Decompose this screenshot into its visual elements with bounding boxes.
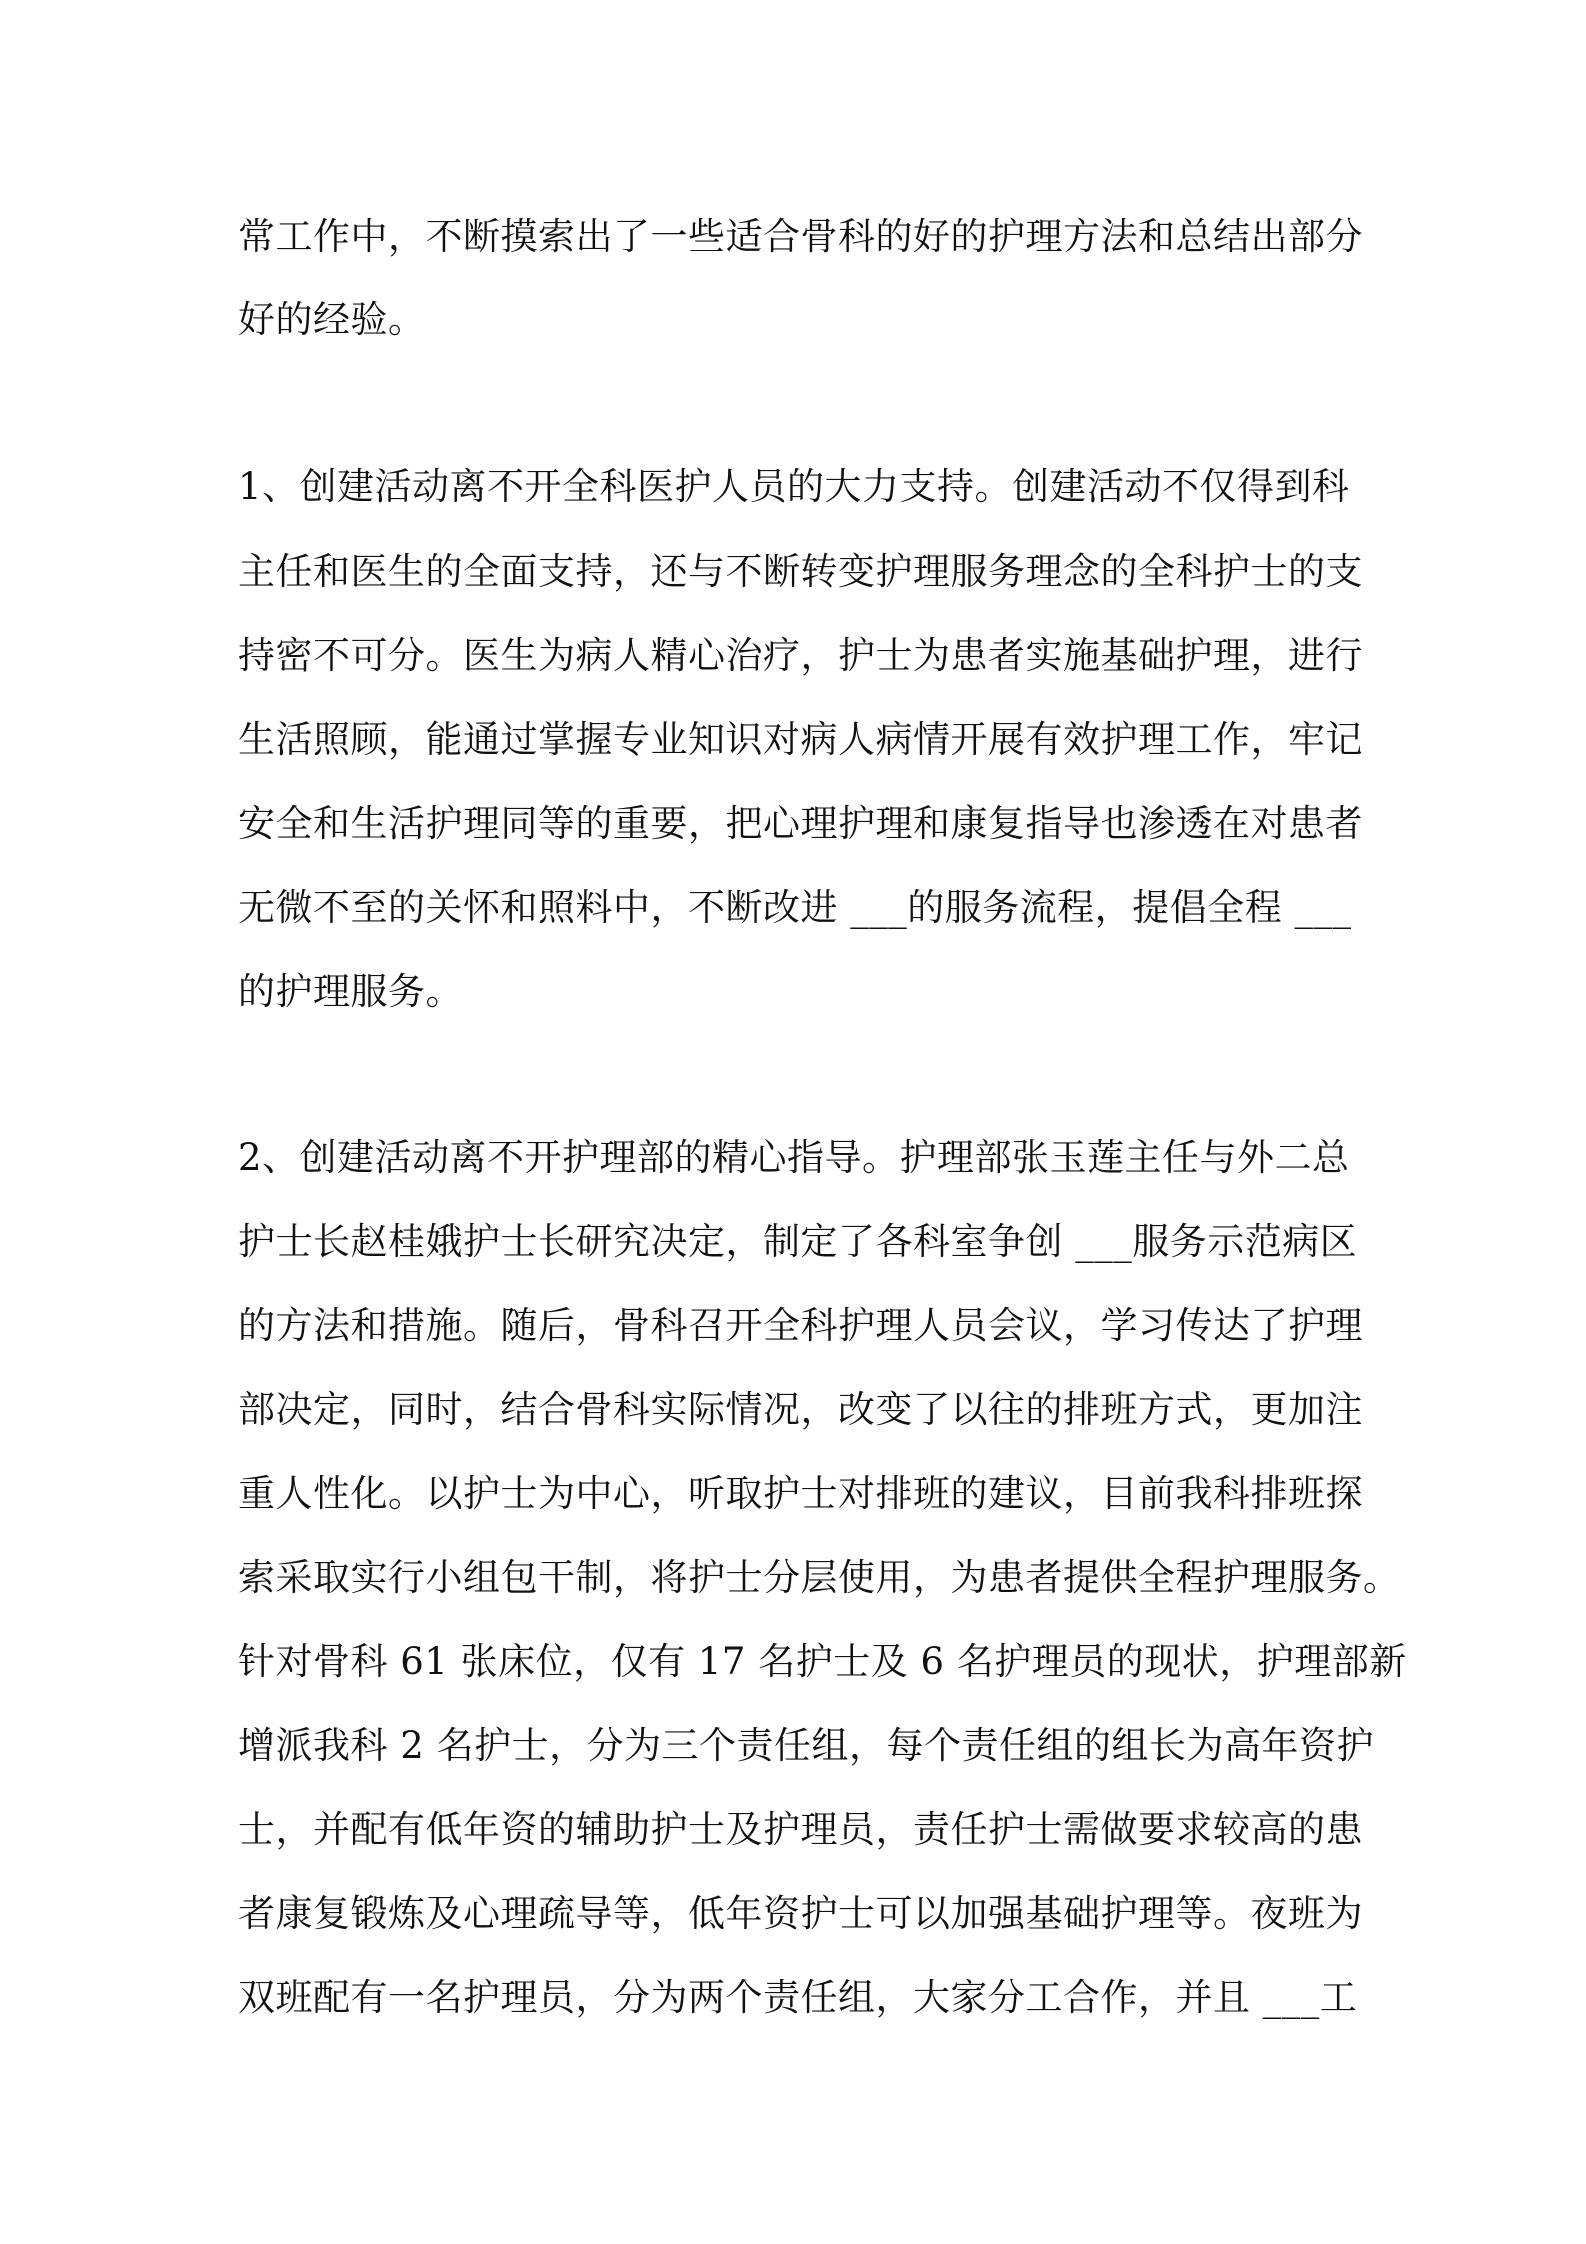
text-line: 安全和生活护理同等的重要，把心理护理和康复指导也渗透在对患者 <box>238 802 1363 845</box>
text-line: 好的经验。 <box>238 298 426 341</box>
text-line: 无微不至的关怀和照料中，不断改进 ___的服务流程，提倡全程 ___ <box>238 886 1352 929</box>
text-line: 重人性化。以护士为中心，听取护士对排班的建议，目前我科排班探 <box>238 1472 1363 1515</box>
text-line: 士，并配有低年资的辅助护士及护理员，责任护士需做要求较高的患 <box>238 1808 1363 1851</box>
text-line: 的护理服务。 <box>238 970 463 1013</box>
text-line: 1、创建活动离不开全科医护人员的大力支持。创建活动不仅得到科 <box>238 465 1350 508</box>
text-line: 增派我科 2 名护士，分为三个责任组，每个责任组的组长为高年资护 <box>238 1724 1375 1767</box>
text-line: 2、创建活动离不开护理部的精心指导。护理部张玉莲主任与外二总 <box>238 1136 1350 1179</box>
text-line: 索采取实行小组包干制，将护士分层使用，为患者提供全程护理服务。 <box>238 1556 1401 1599</box>
text-line: 常工作中，不断摸索出了一些适合骨科的好的护理方法和总结出部分 <box>238 215 1363 258</box>
text-line: 护士长赵桂娥护士长研究决定，制定了各科室争创 ___服务示范病区 <box>238 1220 1358 1263</box>
text-line: 双班配有一名护理员，分为两个责任组，大家分工合作，并且 ___工 <box>238 1976 1358 2019</box>
text-line: 生活照顾，能通过掌握专业知识对病人病情开展有效护理工作，牢记 <box>238 718 1363 761</box>
text-line: 持密不可分。医生为病人精心治疗，护士为患者实施基础护理，进行 <box>238 634 1363 677</box>
text-line: 者康复锻炼及心理疏导等，低年资护士可以加强基础护理等。夜班为 <box>238 1892 1363 1935</box>
text-line: 部决定，同时，结合骨科实际情况，改变了以往的排班方式，更加注 <box>238 1388 1363 1431</box>
text-line: 的方法和措施。随后，骨科召开全科护理人员会议，学习传达了护理 <box>238 1304 1363 1347</box>
text-line: 针对骨科 61 张床位，仅有 17 名护士及 6 名护理员的现状，护理部新 <box>238 1640 1407 1683</box>
text-line: 主任和医生的全面支持，还与不断转变护理服务理念的全科护士的支 <box>238 550 1363 593</box>
